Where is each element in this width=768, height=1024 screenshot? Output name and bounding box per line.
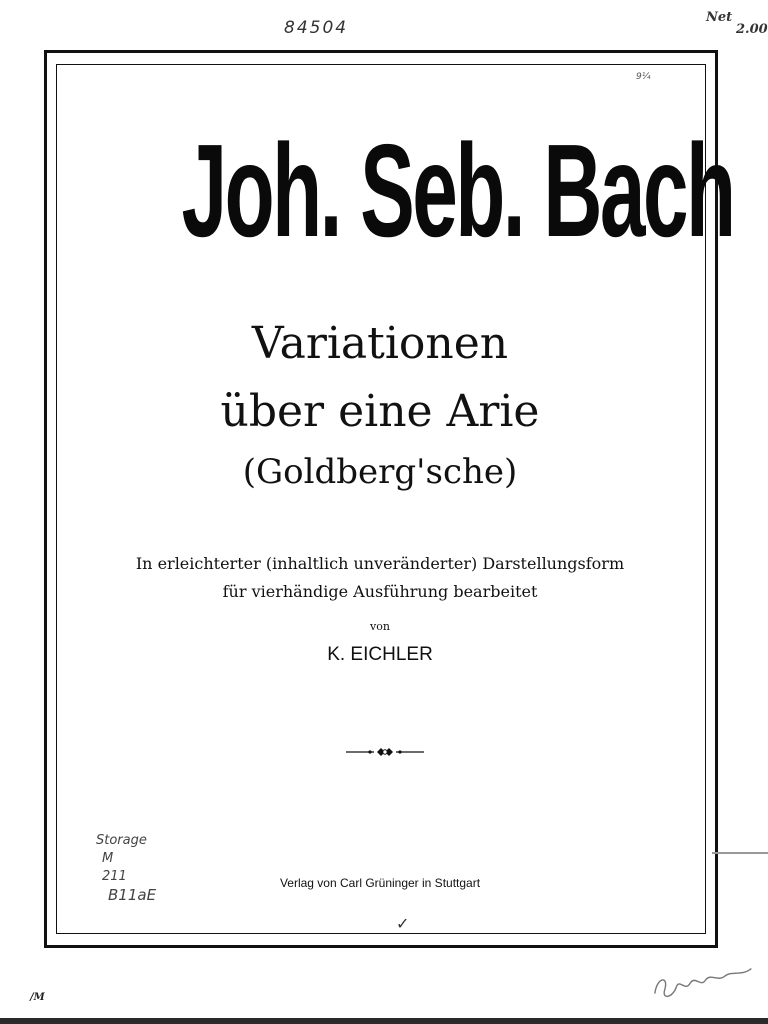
catalog-number: 84504 bbox=[284, 18, 349, 38]
library-note-line: B11aE bbox=[108, 886, 157, 904]
price-value: 2.00 bbox=[736, 22, 768, 37]
publisher-line: Verlag von Carl Grüninger in Stuttgart bbox=[279, 876, 481, 890]
fleuron-ornament-icon bbox=[344, 744, 426, 760]
description-line-2: für vierhändige Ausführung bearbeitet bbox=[222, 582, 538, 601]
title-line-1: Variationen bbox=[251, 318, 509, 369]
library-call-number-note bbox=[96, 832, 156, 904]
price-label: Net bbox=[706, 10, 733, 25]
subtitle: (Goldberg'sche) bbox=[242, 452, 518, 492]
library-note-line: M bbox=[102, 851, 114, 866]
library-note-line: 211 bbox=[102, 869, 127, 884]
check-mark: ✓ bbox=[396, 914, 410, 933]
corner-note: 9¼ bbox=[636, 72, 651, 82]
composer-name: Joh. Seb. Bach bbox=[181, 117, 734, 264]
arranger-name: K. EICHLER bbox=[327, 644, 433, 665]
library-note-line: Storage bbox=[96, 833, 147, 848]
handwritten-signature bbox=[646, 956, 760, 1007]
by-word: von bbox=[370, 620, 390, 633]
scan-edge-bottom bbox=[0, 1018, 768, 1024]
title-line-2: über eine Arie bbox=[220, 386, 540, 437]
scan-edge-right bbox=[712, 852, 768, 854]
footer-mark: /M bbox=[30, 992, 45, 1003]
description-line-1: In erleichterter (inhaltlich unveränderter) Darstellungsform bbox=[135, 554, 625, 573]
